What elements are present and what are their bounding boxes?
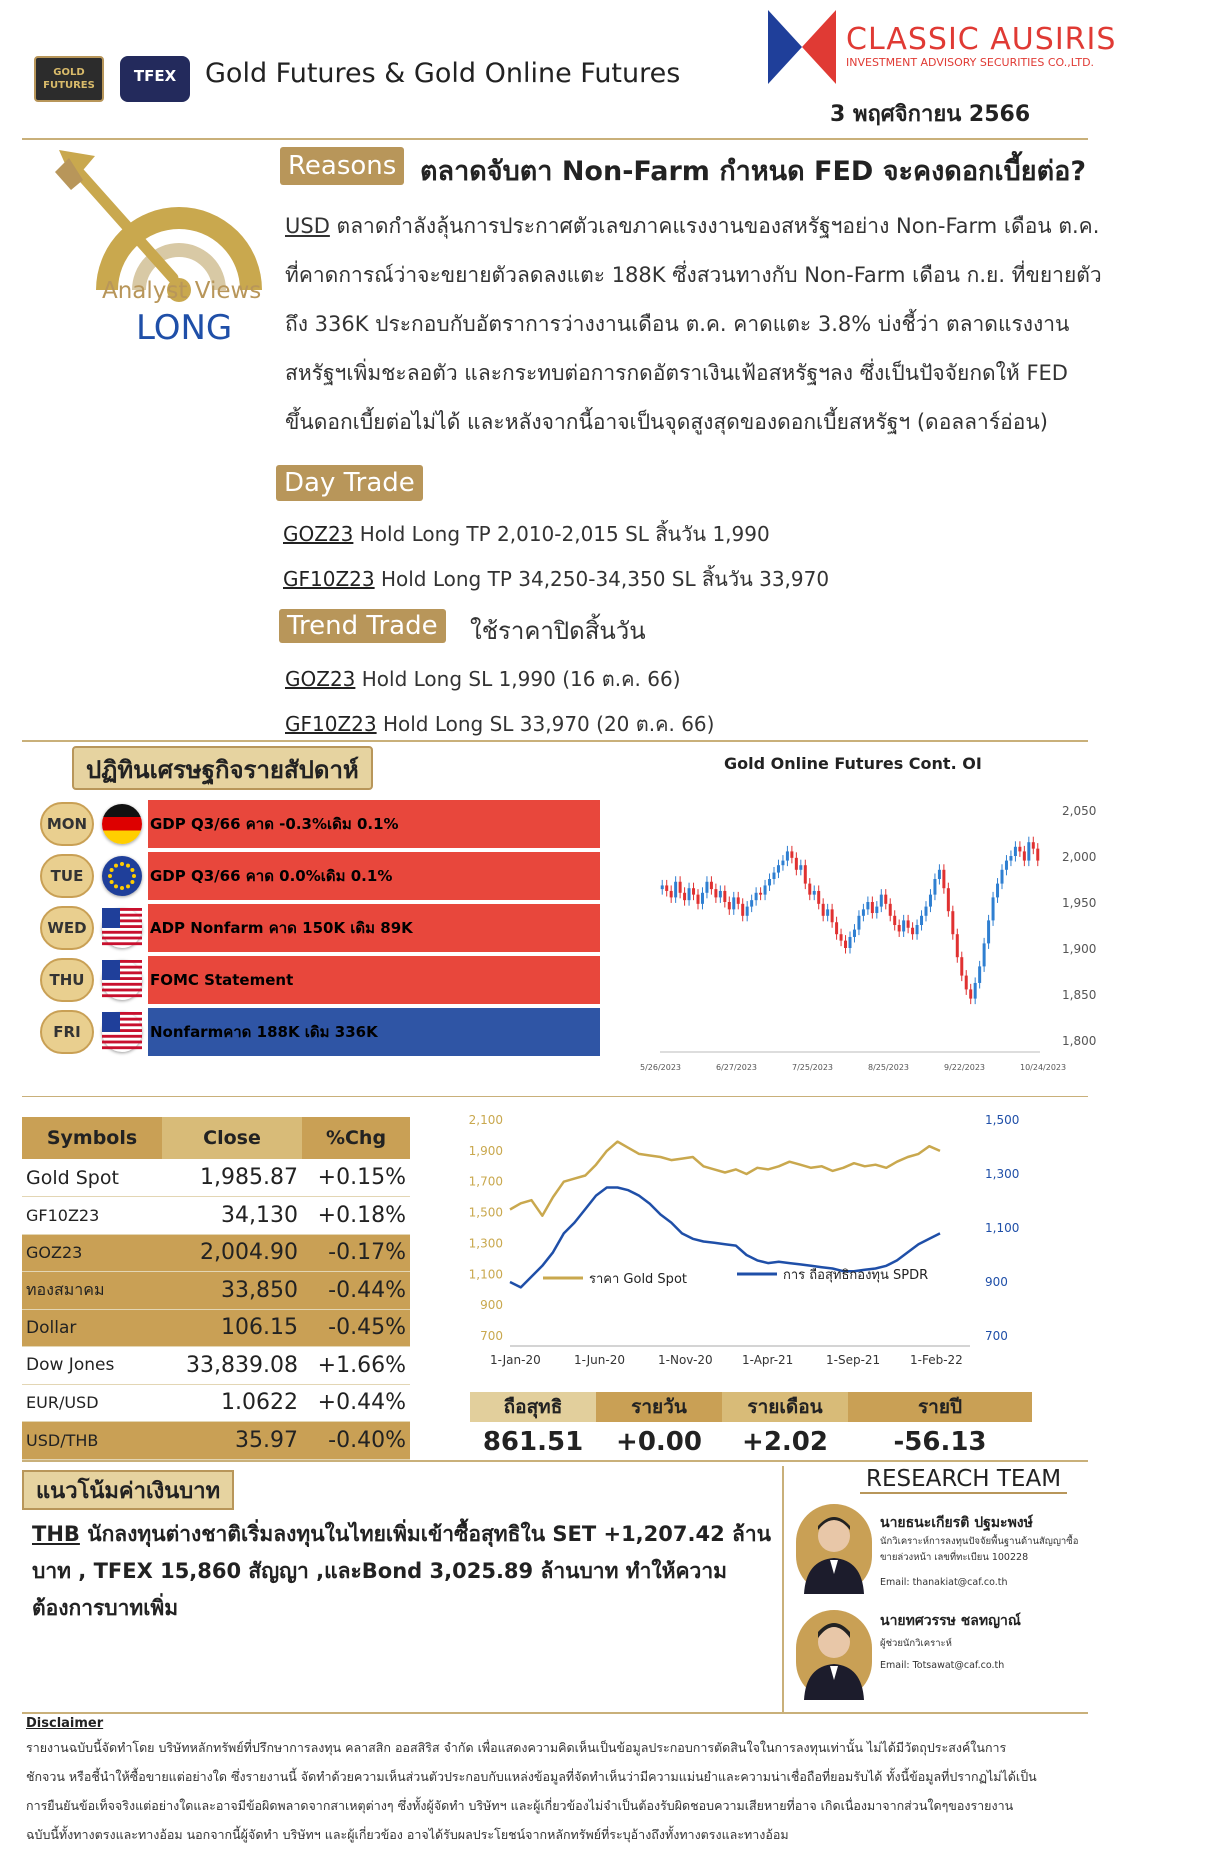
- candle-body: [1027, 842, 1030, 860]
- col-chg: %Chg: [302, 1117, 410, 1159]
- day-trade-tag: Day Trade: [276, 465, 423, 501]
- col-symbols: Symbols: [22, 1117, 162, 1159]
- calendar-row-thu: [40, 956, 600, 1004]
- x-tick-label: 1-Apr-21: [742, 1353, 794, 1367]
- spdr-summary-table: [470, 1392, 1032, 1462]
- spdr-summary-values: 861.51 +0.00 +2.02 -56.13: [482, 1427, 987, 1457]
- x-tick-label: 8/25/2023: [868, 1063, 910, 1072]
- analyst-target-icon: [55, 150, 270, 290]
- section-divider: [22, 1460, 1088, 1462]
- candle-body: [974, 983, 977, 999]
- y-left-tick-label: 700: [480, 1329, 503, 1343]
- market-table-header: [22, 1117, 410, 1159]
- table-row: ทองสมาคม 33,850 -0.44%: [22, 1272, 410, 1310]
- thb-line-2: บาท , TFEX 15,860 สัญญา ,และBond 3,025.89 ล้านบาท ทำให้ความ: [32, 1559, 727, 1583]
- vertical-divider: [782, 1466, 784, 1714]
- candle-body: [799, 865, 802, 870]
- x-tick-label: 5/26/2023: [640, 1063, 682, 1072]
- section-divider: [22, 1712, 1088, 1714]
- candle-body: [692, 888, 695, 894]
- calendar-row-fri: [40, 1008, 600, 1056]
- day-badge: THU: [40, 958, 94, 1002]
- table-row: EUR/USD 1.0622 +0.44%: [22, 1384, 410, 1422]
- candle-body: [844, 941, 847, 948]
- candle-body: [1014, 847, 1017, 856]
- avatar: [796, 1610, 872, 1700]
- candle-body: [764, 885, 767, 894]
- us-flag-icon: [102, 1012, 142, 1052]
- candle-body: [1009, 856, 1012, 861]
- report-date: 3 พฤศจิกายน 2566: [830, 102, 1031, 127]
- legend-label: ราคา Gold Spot: [589, 1272, 687, 1287]
- candle-body: [777, 865, 780, 872]
- usd-label: USD: [285, 214, 330, 238]
- eu-flag-icon: [102, 856, 142, 896]
- calendar-event: GDP Q3/66 คาด -0.3%เดิม 0.1%: [148, 800, 600, 848]
- day-badge: WED: [40, 906, 94, 950]
- market-table: [22, 1117, 410, 1460]
- candle-body: [929, 895, 932, 907]
- oi-candlestick-chart: [620, 790, 1097, 1080]
- candle-body: [804, 865, 807, 883]
- candle-body: [835, 922, 838, 934]
- day-badge: MON: [40, 802, 94, 846]
- candle-body: [661, 885, 664, 889]
- y-right-tick-label: 1,300: [985, 1167, 1020, 1181]
- candle-body: [916, 925, 919, 934]
- col-close: Close: [162, 1117, 302, 1159]
- thb-label: THB: [32, 1522, 80, 1546]
- table-row: GF10Z23 34,130 +0.18%: [22, 1197, 410, 1235]
- candle-body: [755, 893, 758, 900]
- candle-body: [996, 884, 999, 898]
- candle-body: [781, 861, 784, 866]
- calendar-event: Nonfarmคาด 188K เดิม 336K: [148, 1008, 600, 1056]
- candle-body: [719, 891, 722, 897]
- reasons-line-5: ขึ้นดอกเบี้ยต่อไม่ได้ และหลังจากนี้อาจเป็นจุดสูงสุดของดอกเบี้ยสหรัฐฯ (ดอลลาร์อ่อน): [285, 410, 1048, 434]
- candle-body: [808, 884, 811, 895]
- candle-body: [956, 934, 959, 957]
- candle-body: [898, 925, 901, 931]
- y-right-tick-label: 700: [985, 1329, 1008, 1343]
- disclaimer-title: Disclaimer: [26, 1716, 104, 1731]
- candle-body: [871, 902, 874, 913]
- calendar-event: GDP Q3/66 คาด 0.0%เดิม 0.1%: [148, 852, 600, 900]
- x-tick-label: 1-Jan-20: [490, 1353, 541, 1367]
- member-name: นายธนะเกียรติ ปฐมะพงษ์: [880, 1515, 1033, 1531]
- table-row: Dow Jones 33,839.08 +1.66%: [22, 1347, 410, 1385]
- candle-body: [911, 928, 914, 934]
- candle-body: [969, 989, 972, 998]
- candle-body: [795, 858, 798, 870]
- disclaimer-text: รายงานฉบับนี้จัดทำโดย บริษัทหลักทรัพย์ที่ปรึกษาการลงทุน คลาสสิก ออสสิริส จำกัด เพื่อแสดงความคิดเห็นเป็นข้อมูลประกอบการตัดสินใจในการลงทุนเท่านั้น ไม่ได้มีวัตถุประสงค์ในการ ชักจวน หรือชี้นำให้ซื้อขายแต่อย่างใด ซึ่งรายงานนี้ จัดทำด้วยความเห็นส่วนตัวประกอบกับแหล่งข้อมูลที่จัดทำเห็นว่ามีความแม่นยำและความน่าเชื่อถือที่ยอมรับได้ ทั้งนี้ข้อมูลที่ปรากฏไม่ได้เป็น การยืนยันข้อเท็จจริงแต่อย่างใดและอาจมีข้อผิดพลาดจากสาเหตุต่างๆ ซึ่งทั้งผู้จัดทำ บริษัทฯ และผู้เกี่ยวข้องไม่จำเป็นต้องรับผิดชอบความเสียหายที่อาจ เกิดเนื่องมาจากส่วนใดๆของรายงาน ฉบับนี้ทั้งทางตรงและทางอ้อม นอกจากนี้ผู้จัดทำ บริษัทฯ และผู้เกี่ยวข้อง อาจได้รับผลประโยชน์จากหลักทรัพย์ที่ระบุอ้างถึงทั้งทางตรงและทางอ้อม: [26, 1740, 1037, 1842]
- candle-body: [741, 904, 744, 916]
- tfex-logo-text: TFEX: [133, 67, 177, 85]
- y-right-tick-label: 1,100: [985, 1221, 1020, 1235]
- spdr-summary-header: ถือสุทธิ รายวัน รายเดือน รายปี: [470, 1392, 1032, 1422]
- candle-body: [920, 916, 923, 925]
- germany-flag-icon: [102, 804, 142, 844]
- calendar-title: ปฏิทินเศรษฐกิจรายสัปดาห์: [72, 746, 373, 790]
- research-team-title: RESEARCH TEAM: [860, 1466, 1067, 1494]
- candle-body: [710, 882, 713, 889]
- reasons-line-4: สหรัฐฯเพิ่มชะลอตัว และกระทบต่อการกดอัตราเงินเฟ้อสหรัฐฯลง ซึ่งเป็นปัจจัยกดให้ FED: [285, 361, 1068, 385]
- y-tick-label: 2,050: [1062, 804, 1097, 818]
- member-email: Email: thanakiat@caf.co.th: [880, 1577, 1008, 1588]
- reasons-line-2: ที่คาดการณ์ว่าจะขยายตัวลดลงแตะ 188K ซึ่งสวนทางกับ Non-Farm เดือน ก.ย. ที่ขยายตัว: [285, 263, 1102, 287]
- member-role: นักวิเคราะห์การลงทุนปัจจัยพื้นฐานด้านสัญญาซื้อขายล่วงหน้า เลขที่ทะเบียน 100228: [880, 1536, 1079, 1563]
- candle-body: [933, 879, 936, 895]
- section-divider: [22, 1096, 1088, 1097]
- reasons-paragraph: [285, 202, 1102, 447]
- member-role: ผู้ช่วยนักวิเคราะห์: [880, 1638, 952, 1649]
- table-row: USD/THB 35.97 -0.40%: [22, 1422, 410, 1460]
- reasons-headline: ตลาดจับตา Non-Farm กำหนด FED จะคงดอกเบี้ยต่อ?: [420, 156, 1086, 187]
- candle-body: [1023, 851, 1026, 860]
- y-left-tick-label: 2,100: [468, 1113, 503, 1127]
- member-name: นายทศวรรษ ชลทญาณ์: [880, 1613, 1021, 1629]
- candle-body: [849, 937, 852, 948]
- us-flag-icon: [102, 908, 142, 948]
- x-tick-label: 10/24/2023: [1020, 1063, 1067, 1072]
- y-left-tick-label: 1,300: [468, 1236, 503, 1251]
- candle-body: [737, 897, 740, 903]
- x-tick-label: 9/22/2023: [944, 1063, 986, 1072]
- candle-body: [893, 916, 896, 925]
- table-row: GOZ23 2,004.90 -0.17%: [22, 1234, 410, 1272]
- y-tick-label: 1,950: [1062, 896, 1097, 910]
- analyst-views-label: Analyst Views: [102, 278, 262, 304]
- calendar-row-mon: [40, 800, 600, 848]
- candle-body: [889, 904, 892, 916]
- x-tick-label: 1-Jun-20: [574, 1353, 625, 1367]
- candle-body: [705, 882, 708, 893]
- trend-trade-item: GOZ23 Hold Long SL 1,990 (16 ต.ค. 66): [285, 667, 681, 691]
- trend-trade-note: ใช้ราคาปิดสิ้นวัน: [470, 617, 646, 645]
- candle-body: [866, 902, 869, 909]
- y-left-tick-label: 1,100: [468, 1267, 503, 1282]
- classic-ausiris-logo-icon: [768, 10, 836, 84]
- candle-body: [732, 897, 735, 909]
- x-tick-label: 1-Sep-21: [826, 1353, 881, 1367]
- table-row: Dollar 106.15 -0.45%: [22, 1309, 410, 1347]
- candle-body: [978, 966, 981, 983]
- y-tick-label: 1,850: [1062, 988, 1097, 1002]
- trend-trade-tag: Trend Trade: [279, 609, 446, 643]
- candle-body: [786, 851, 789, 860]
- candle-body: [1032, 842, 1035, 848]
- candle-body: [907, 920, 910, 927]
- candle-body: [951, 911, 954, 934]
- candle-body: [960, 957, 963, 975]
- x-tick-label: 6/27/2023: [716, 1063, 758, 1072]
- candle-body: [746, 907, 749, 916]
- candle-body: [942, 870, 945, 888]
- x-tick-label: 7/25/2023: [792, 1063, 834, 1072]
- calendar-event: ADP Nonfarm คาด 150K เดิม 89K: [148, 904, 600, 952]
- candle-body: [947, 888, 950, 911]
- y-right-tick-label: 900: [985, 1275, 1008, 1289]
- x-tick-label: 1-Nov-20: [658, 1353, 713, 1367]
- candle-body: [987, 920, 990, 943]
- thb-line-3: ต้องการบาทเพิ่ม: [32, 1596, 179, 1620]
- broker-subtitle: INVESTMENT ADVISORY SECURITIES CO.,LTD.: [846, 56, 1095, 69]
- day-trade-item: GOZ23 Hold Long TP 2,010-2,015 SL สิ้นวัน 1,990: [283, 522, 770, 546]
- thb-outlook-tag: แนวโน้มค่าเงินบาท: [22, 1470, 234, 1510]
- candle-body: [701, 893, 704, 904]
- series-line: [510, 1142, 940, 1216]
- candle-body: [790, 851, 793, 857]
- reasons-line-1: USD ตลาดกำลังลุ้นการประกาศตัวเลขภาคแรงงานของสหรัฐฯอย่าง Non-Farm เดือน ต.ค.: [285, 214, 1100, 238]
- candle-body: [759, 893, 762, 895]
- candle-body: [853, 930, 856, 937]
- y-left-tick-label: 1,700: [468, 1174, 503, 1189]
- candle-body: [925, 907, 928, 916]
- candle-body: [1036, 849, 1039, 861]
- candle-body: [875, 907, 878, 913]
- candle-body: [670, 891, 673, 897]
- y-tick-label: 2,000: [1062, 850, 1097, 864]
- legend-label: การ ถือสุทธิกองทุน SPDR: [783, 1268, 929, 1283]
- analyst-view-value: LONG: [136, 308, 233, 348]
- reasons-line-3: ถึง 336K ประกอบกับอัตราการว่างงานเดือน ต.ค. คาดแตะ 3.8% บ่งชี้ว่า ตลาดแรงงาน: [285, 312, 1070, 336]
- candle-body: [1001, 870, 1004, 884]
- calendar-row-wed: [40, 904, 600, 952]
- candle-body: [817, 891, 820, 904]
- candle-body: [714, 889, 717, 897]
- candle-body: [884, 895, 887, 904]
- candle-body: [728, 902, 731, 909]
- us-flag-icon: [102, 960, 142, 1000]
- thb-paragraph: [32, 1516, 771, 1627]
- candle-body: [723, 891, 726, 902]
- candle-body: [902, 920, 905, 931]
- candle-body: [1018, 847, 1021, 852]
- candle-body: [983, 943, 986, 966]
- y-right-tick-label: 1,500: [985, 1113, 1020, 1127]
- gold-spdr-line-chart: [455, 1100, 1035, 1390]
- candle-body: [688, 888, 691, 900]
- broker-name: CLASSIC AUSIRIS: [846, 22, 1117, 57]
- day-badge: FRI: [40, 1010, 94, 1054]
- y-left-tick-label: 1,500: [468, 1205, 503, 1220]
- gold-futures-logo-text: GOLD FUTURES: [43, 67, 95, 91]
- trend-trade-item: GF10Z23 Hold Long SL 33,970 (20 ต.ค. 66): [285, 712, 715, 736]
- day-badge: TUE: [40, 854, 94, 898]
- candle-body: [822, 904, 825, 916]
- page-title: Gold Futures & Gold Online Futures: [205, 58, 681, 89]
- candle-body: [683, 893, 686, 900]
- reasons-tag: Reasons: [280, 147, 404, 185]
- candle-body: [750, 900, 753, 906]
- candle-body: [773, 873, 776, 879]
- candle-body: [992, 897, 995, 920]
- tfex-logo: [120, 56, 190, 102]
- x-tick-label: 1-Feb-22: [910, 1353, 963, 1367]
- y-left-tick-label: 1,900: [468, 1143, 503, 1158]
- calendar-row-tue: [40, 852, 600, 900]
- y-left-tick-label: 900: [480, 1298, 503, 1313]
- candle-body: [840, 934, 843, 940]
- candle-body: [831, 909, 834, 922]
- member-email: Email: Totsawat@caf.co.th: [880, 1660, 1005, 1671]
- oi-chart-title: Gold Online Futures Cont. OI: [724, 754, 982, 773]
- candle-body: [679, 882, 682, 893]
- candle-body: [938, 870, 941, 879]
- candle-body: [857, 916, 860, 930]
- table-row: Gold Spot 1,985.87 +0.15%: [22, 1159, 410, 1197]
- y-tick-label: 1,900: [1062, 942, 1097, 956]
- candle-body: [880, 895, 883, 907]
- gold-futures-logo: [34, 56, 104, 102]
- thb-line-1: THB นักลงทุนต่างชาติเริ่มลงทุนในไทยเพิ่มเข้าซื้อสุทธิใน SET +1,207.42 ล้าน: [32, 1522, 772, 1546]
- candle-body: [965, 976, 968, 990]
- candle-body: [862, 909, 865, 915]
- candle-body: [697, 895, 700, 904]
- section-divider: [22, 740, 1088, 742]
- avatar: [796, 1504, 872, 1594]
- y-tick-label: 1,800: [1062, 1034, 1097, 1048]
- candle-body: [674, 882, 677, 898]
- candle-body: [1005, 861, 1008, 870]
- calendar-event: FOMC Statement: [148, 956, 600, 1004]
- header-divider: [22, 138, 1088, 140]
- candle-body: [665, 885, 668, 891]
- candle-body: [768, 879, 771, 885]
- day-trade-item: GF10Z23 Hold Long TP 34,250-34,350 SL สิ้นวัน 33,970: [283, 567, 830, 591]
- candle-body: [826, 909, 829, 915]
- candle-body: [813, 891, 816, 895]
